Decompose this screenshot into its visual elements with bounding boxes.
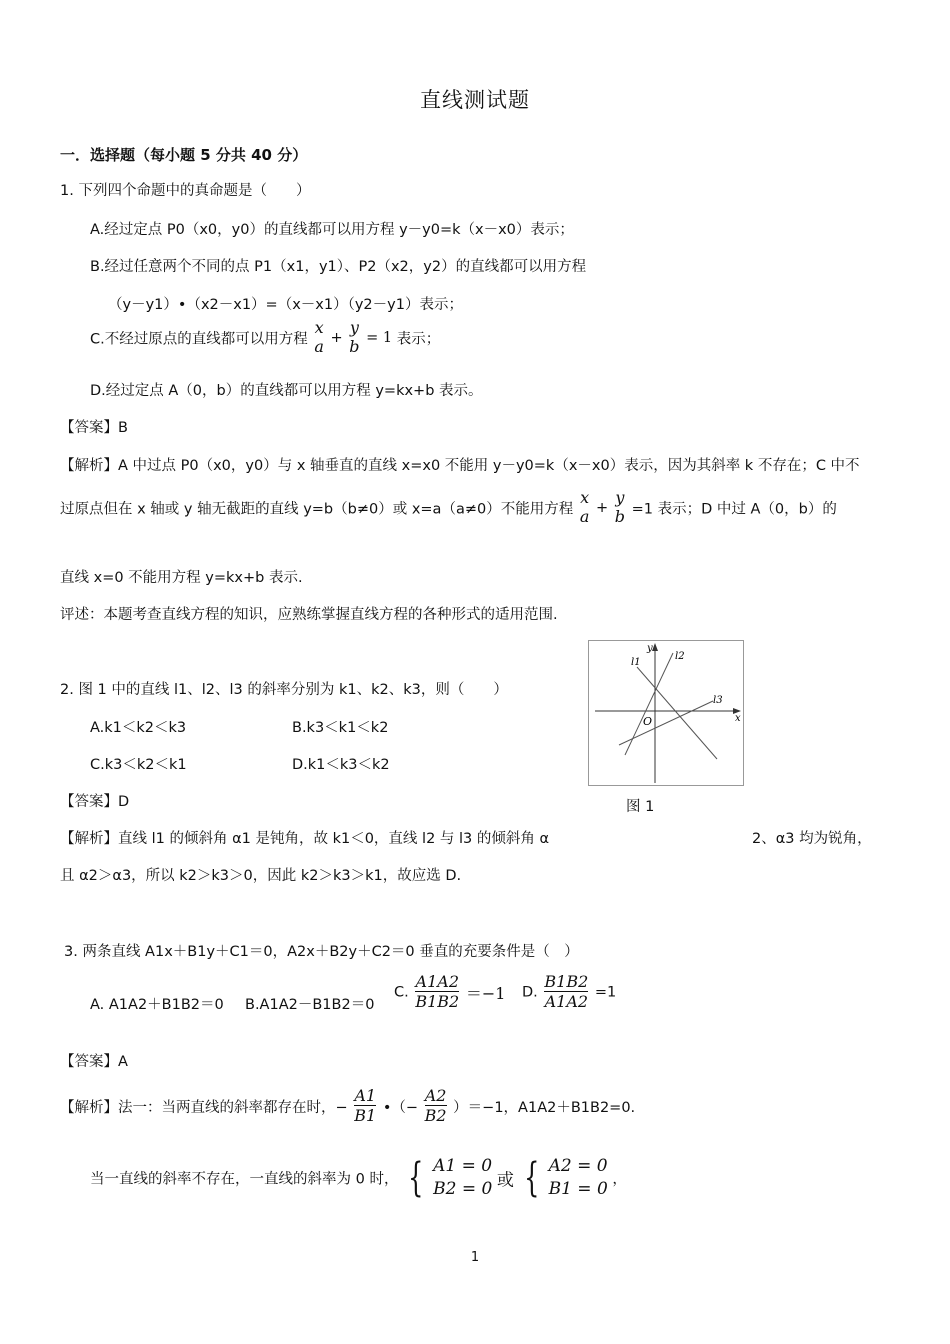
q2-option-a: A.k1＜k2＜k3 [90,720,187,736]
q2-analysis-line1: 【解析】直线 l1 的倾斜角 α1 是钝角，故 k1＜0，直线 l2 与 l3 的倾斜角 α [60,831,550,847]
figure-caption: 图 1 [626,799,655,815]
q3-analysis-line2-tail: ， [612,1171,627,1188]
fraction-a1-b1: $\frac{A1}{B1}$ [354,1086,377,1125]
plus-sign: + [595,499,609,516]
q3-option-c [394,974,505,1011]
line-l1 [637,667,717,759]
left-brace-icon: { [408,1154,424,1201]
system-2: A2 = 0 B1 = 0 [548,1156,608,1199]
y-axis-arrow [652,643,658,651]
q3-option-d-rhs: =1 [594,984,617,1001]
q2-analysis-line2: 且 α2＞α3，所以 k2＞k3＞0，因此 k2＞k3＞k1，故应选 D. [60,868,462,884]
fraction-y-over-b: y b [349,318,360,356]
q3-analysis-line2 [90,1155,627,1201]
q3-analysis-dot: •（− [382,1099,419,1116]
q2-analysis-line1-tail: 2、α3 均为锐角， [752,831,872,847]
q3-stem: 3. 两条直线 A1x＋B1y＋C1＝0，A2x＋B2y＋C2＝0 垂直的充要条件是（ ） [64,944,579,960]
q3-option-c-label: C. [394,984,409,1001]
fraction-a2-b2: $\frac{A2}{B2}$ [424,1086,447,1125]
l2-label: l2 [675,651,685,662]
q1-option-a: A.经过定点 P0（x0，y0）的直线都可以用方程 y－y0=k（x－x0）表示； [90,222,574,238]
section-heading: 一．选择题（每小题 5 分共 40 分） [60,146,308,164]
q1-option-b-line1: B.经过任意两个不同的点 P1（x1，y1）、P2（x2，y2）的直线都可以用方程 [90,259,587,275]
y-label: y [647,643,653,654]
q1-analysis-line2-tail: =1 表示；D 中过 A（0，b）的 [631,501,837,518]
q3-analysis-line1-tail: ）＝−1，A1A2＋B1B2=0. [453,1099,636,1116]
l1-label: l1 [631,657,641,668]
left-brace-icon: { [523,1154,539,1201]
q1-answer: 【答案】B [60,420,128,436]
q1-analysis-line2-text: 过原点但在 x 轴或 y 轴无截距的直线 y=b（b≠0）或 x=a（a≠0）不能用方程 [60,501,574,518]
q3-option-a: A. A1A2＋B1B2＝0 [90,997,224,1013]
q1-stem: 1. 下列四个命题中的真命题是（ ） [60,183,311,199]
q3-answer: 【答案】A [60,1054,128,1070]
q1-comment: 评述：本题考查直线方程的知识，应熟练掌握直线方程的各种形式的适用范围. [60,607,558,623]
figure-1-graph [588,640,744,786]
q1-option-c-text: C.不经过原点的直线都可以用方程 [90,331,308,348]
q3-option-c-rhs: ＝−1 [465,983,506,1003]
q1-analysis-line2 [60,490,837,526]
q2-answer: 【答案】D [60,794,130,810]
or-word: 或 [496,1170,514,1191]
q3-option-d-fraction: $\frac{B1B2}{A1A2}$ [544,972,589,1011]
page-title: 直线测试题 [420,88,530,112]
q2-option-d: D.k1＜k3＜k2 [292,757,390,773]
q1-analysis-line3: 直线 x=0 不能用方程 y=kx+b 表示. [60,570,303,586]
q3-option-b: B.A1A2－B1B2＝0 [245,997,375,1013]
q3-analysis-line2-text: 当一直线的斜率不存在，一直线的斜率为 0 时， [90,1171,399,1188]
equals-one: = 1 [366,329,393,346]
q3-option-d [522,974,616,1011]
q1-option-c [90,320,440,356]
q1-analysis-line1: 【解析】A 中过点 P0（x0，y0）与 x 轴垂直的直线 x=x0 不能用 y－y0=k（x－x0）表示，因为其斜率 k 不存在；C 中不 [60,458,860,474]
q1-option-d: D.经过定点 A（0，b）的直线都可以用方程 y=kx+b 表示。 [90,383,483,399]
page-number: 1 [470,1250,480,1265]
plus-sign: + [330,329,343,346]
q1-option-b-line2: （y－y1）•（x2－x1）=（x－x1）（y2－y1）表示； [108,297,463,313]
x-label: x [735,713,741,724]
coordinate-plot [589,641,743,785]
q3-analysis-line1-text: 【解析】法一：当两直线的斜率都存在时，− [60,1099,348,1116]
l3-label: l3 [713,695,723,706]
system-1: A1 = 0 B2 = 0 [433,1156,493,1199]
q2-stem: 2. 图 1 中的直线 l1、l2、l3 的斜率分别为 k1、k2、k3，则（ ） [60,682,508,698]
fraction-y-over-b: y b [614,488,625,526]
q2-option-b: B.k3＜k1＜k2 [292,720,389,736]
line-l2 [625,653,673,755]
fraction-x-over-a: x a [579,488,590,526]
q3-option-d-label: D. [522,984,538,1001]
q2-option-c: C.k3＜k2＜k1 [90,757,187,773]
q1-option-c-tail: 表示； [396,331,441,348]
q3-analysis-line1 [60,1088,635,1125]
q3-option-c-fraction: $\frac{A1A2}{B1B2}$ [415,972,460,1011]
fraction-x-over-a: x a [314,318,324,356]
origin-label: O [643,715,653,728]
